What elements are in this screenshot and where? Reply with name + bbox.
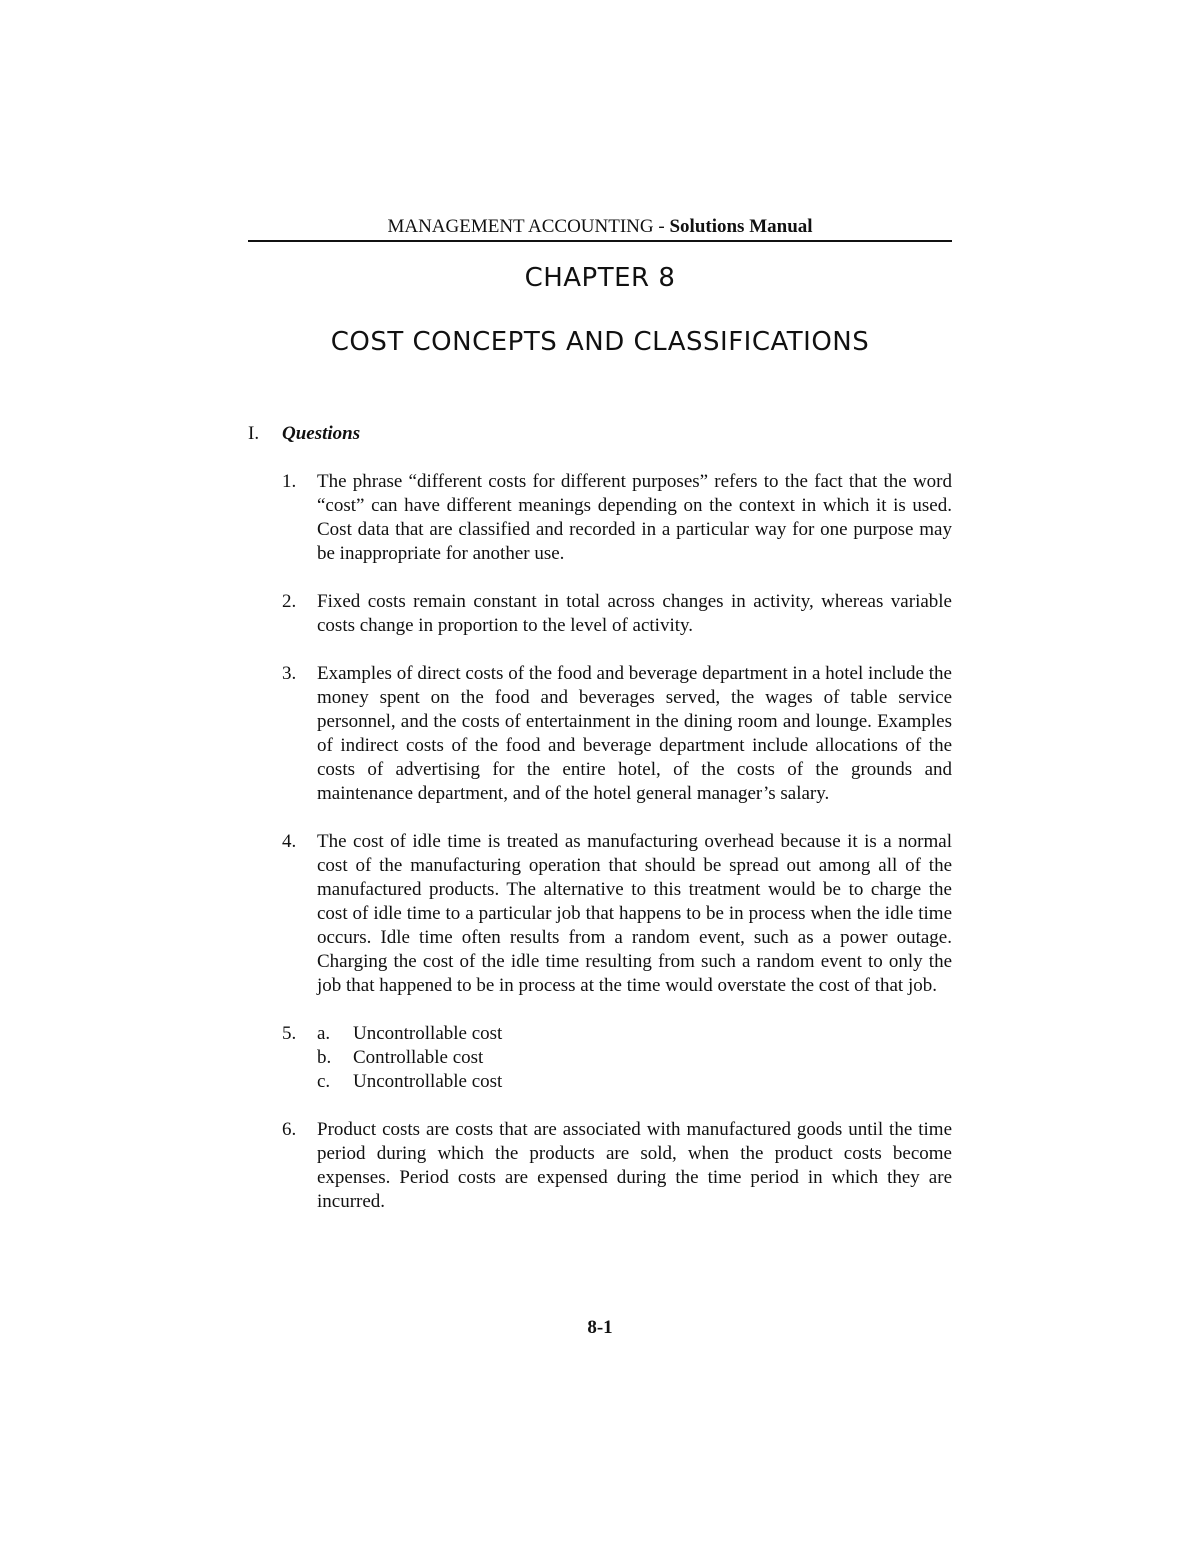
question-number: 4. — [282, 831, 297, 852]
page-number: 8-1 — [587, 1317, 613, 1338]
answer-letter: b. — [317, 1047, 332, 1068]
question-number: 2. — [282, 591, 297, 612]
answer-letter: c. — [317, 1071, 331, 1092]
question-text: Examples of direct costs of the food and beverage department in a hotel include the money spent on the food and beverages served, the wages of table service personnel, and the costs of entertainment in the dining room and lounge. Examples of indirect costs of the food and beverage department include allocations of the costs of advertising for the entire hotel, of the costs of the grounds and maintenance department, and of the hotel general manager’s salary. — [317, 663, 952, 804]
question-text: Fixed costs remain constant in total across changes in activity, whereas variable costs change in proportion to the level of activity. — [317, 591, 952, 636]
question-item — [282, 1022, 952, 1094]
section-heading — [248, 422, 360, 446]
question-text: The cost of idle time is treated as manufacturing overhead because it is a normal cost of the manufacturing operation that should be spread out among all of the manufactured products. The alternative to this treatment would be to charge the cost of idle time to a particular job that happens to be in process when the idle time occurs. Idle time often results from a random event, such as a power outage. Charging the cost of the idle time resulting from such a random event to only the job that happened to be in process at the time would overstate the cost of that job. — [317, 831, 952, 996]
running-header — [248, 214, 952, 240]
section-numeral: I. — [248, 423, 260, 444]
answer-sublist — [317, 1022, 952, 1094]
section-title: Questions — [282, 423, 361, 444]
question-item — [282, 590, 952, 638]
answer-text: Uncontrollable cost — [353, 1071, 503, 1092]
question-item — [282, 830, 952, 998]
answer-text: Uncontrollable cost — [353, 1023, 503, 1044]
question-text: Product costs are costs that are associated with manufactured goods until the time period during which the products are sold, when the product costs become expenses. Period costs are expensed during the time period in which they are incurred. — [317, 1119, 952, 1212]
question-item — [282, 470, 952, 566]
question-item — [282, 1118, 952, 1214]
question-number: 5. — [282, 1023, 297, 1044]
question-number: 6. — [282, 1119, 297, 1140]
question-number: 3. — [282, 663, 297, 684]
running-header-title: MANAGEMENT ACCOUNTING - — [387, 216, 670, 237]
answer-subitem — [317, 1022, 952, 1046]
question-number: 1. — [282, 471, 297, 492]
answer-subitem — [317, 1070, 952, 1094]
question-list — [282, 470, 952, 1238]
chapter-number: CHAPTER 8 — [524, 263, 676, 293]
answer-text: Controllable cost — [353, 1047, 484, 1068]
chapter-title: COST CONCEPTS AND CLASSIFICATIONS — [330, 327, 870, 357]
running-header-subtitle: Solutions Manual — [669, 216, 813, 237]
question-text: The phrase “different costs for different purposes” refers to the fact that the word “cost” can have different meanings depending on the context in which it is used. Cost data that are classified and recorded in a particular way for one purpose may be inappropriate for another use. — [317, 471, 952, 564]
answer-subitem — [317, 1046, 952, 1070]
answer-letter: a. — [317, 1023, 331, 1044]
header-rule — [248, 240, 952, 242]
question-item — [282, 662, 952, 806]
